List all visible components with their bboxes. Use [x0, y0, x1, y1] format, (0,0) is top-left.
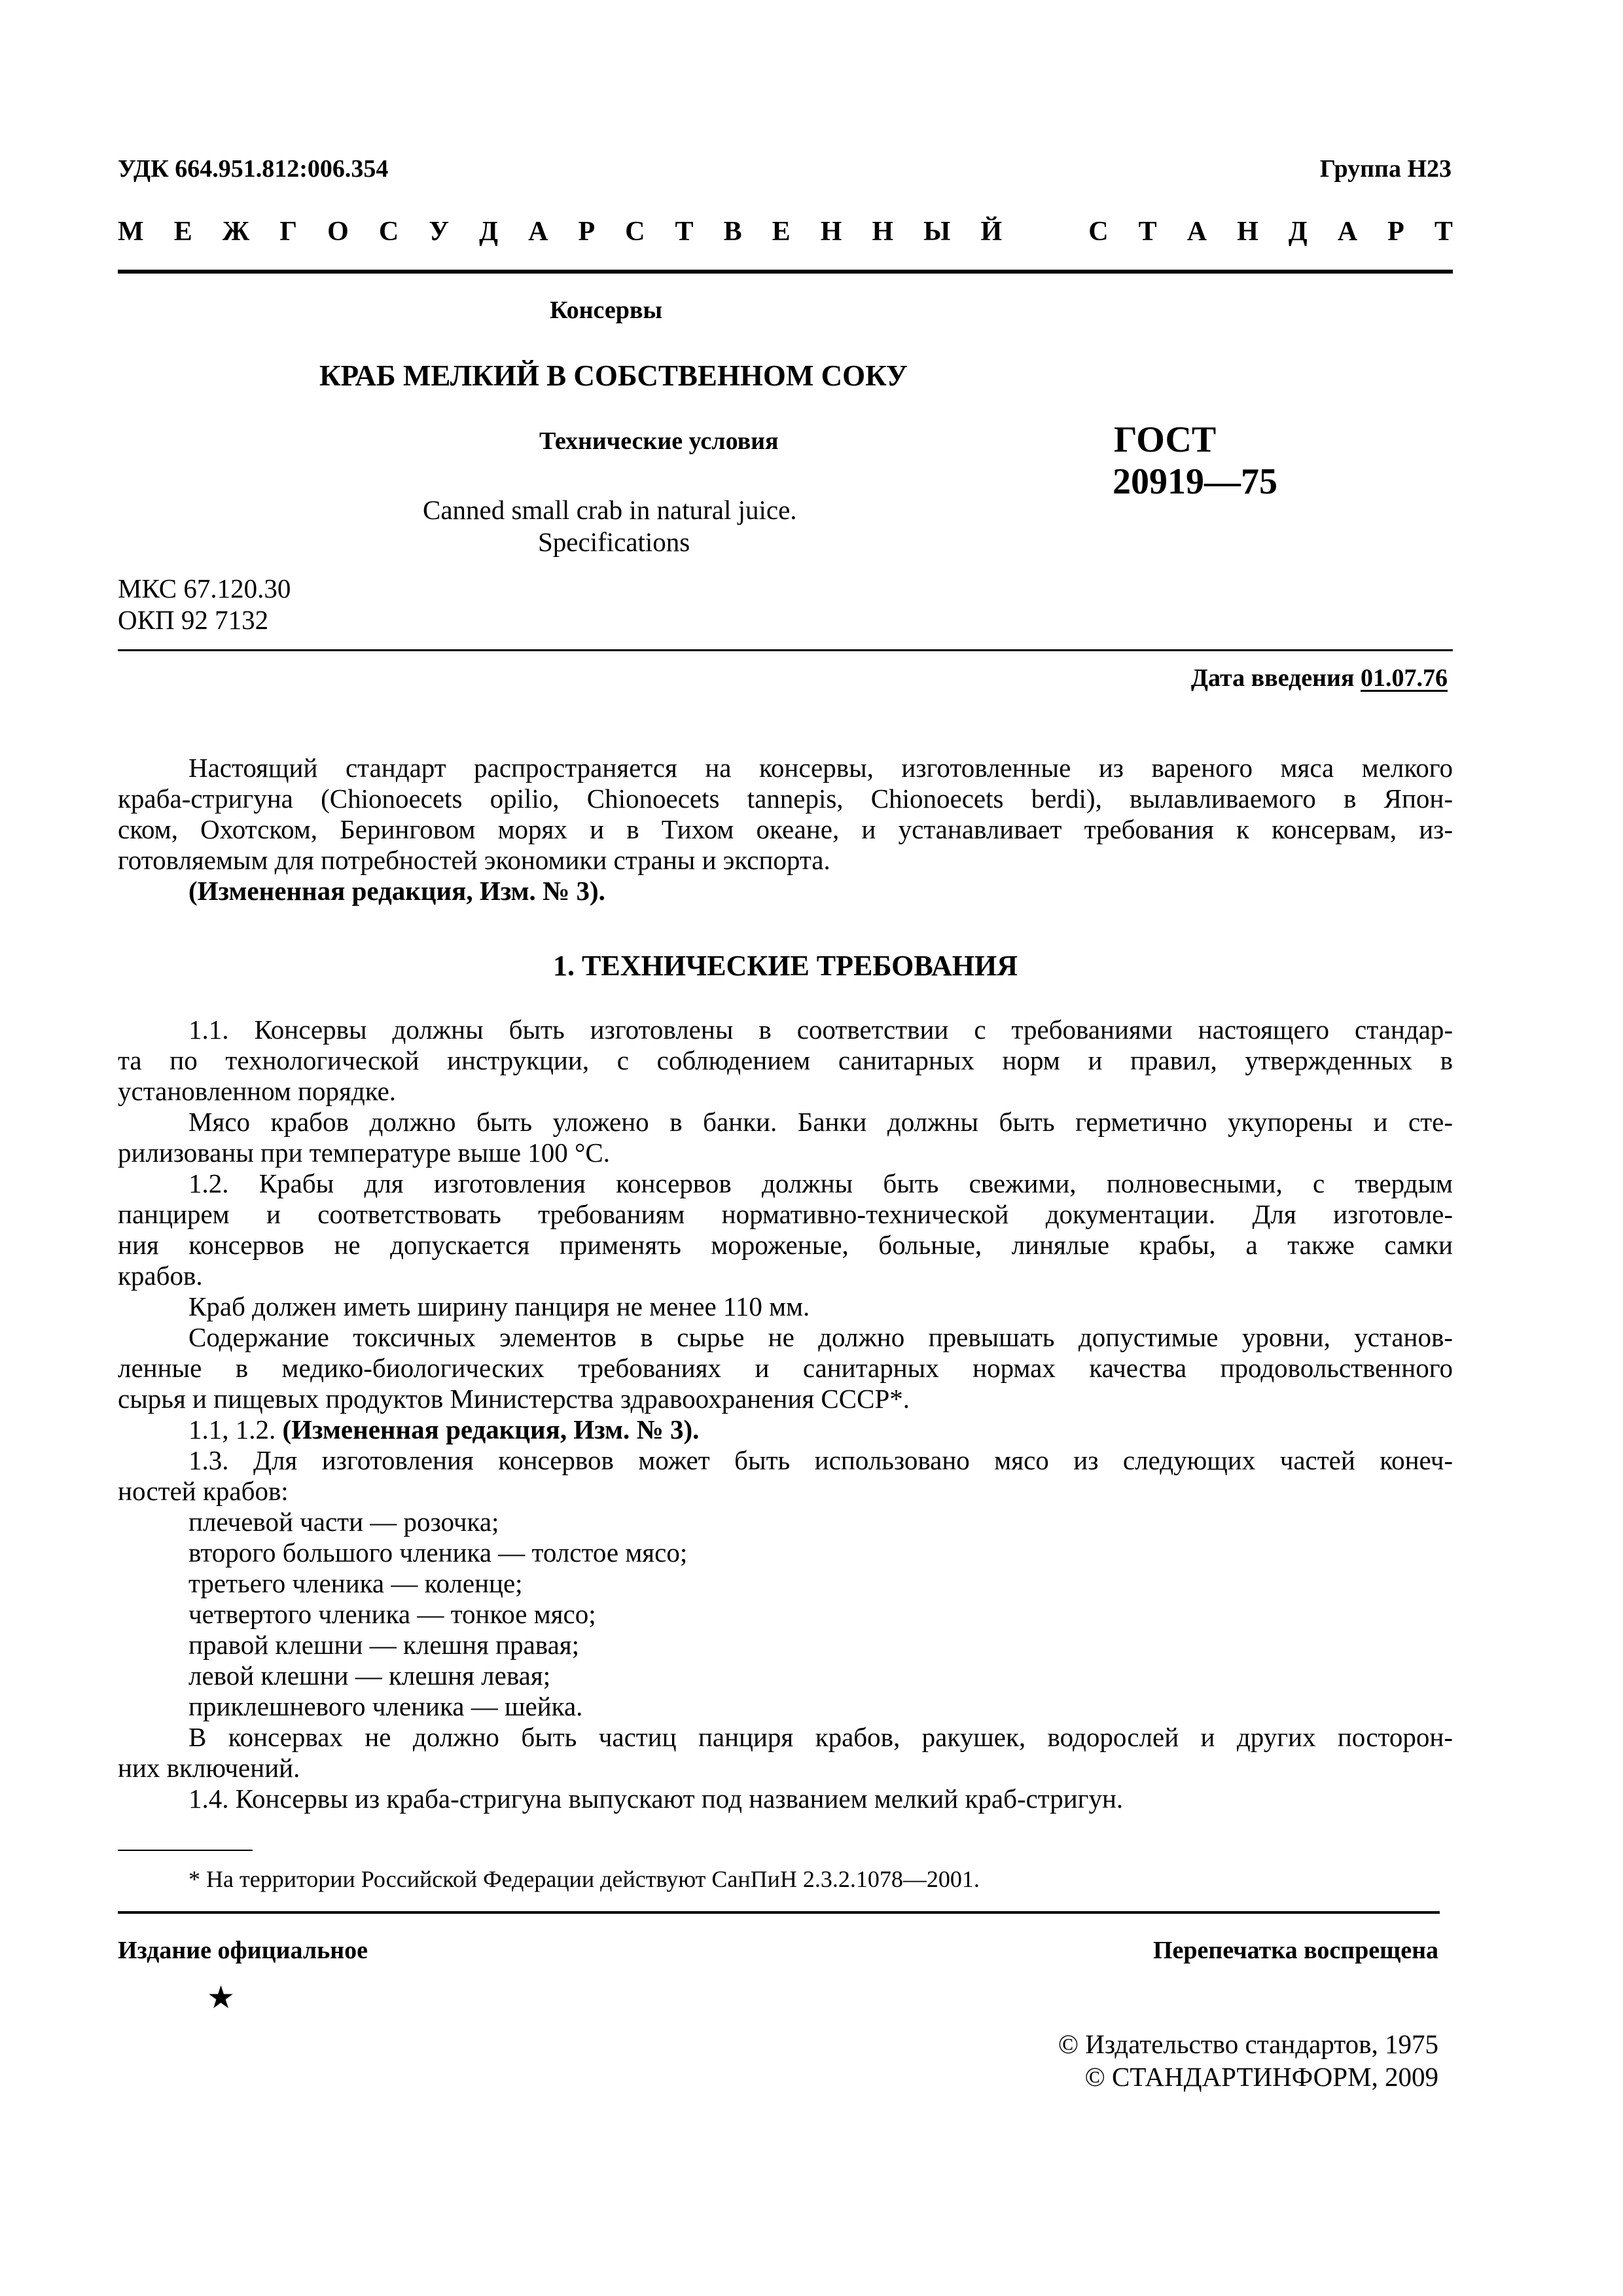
banner-letter: О: [327, 217, 349, 247]
banner-letter: С: [378, 217, 399, 247]
intro-date: [1191, 664, 1448, 692]
footnote: * На территории Российской Федерации действуют СанПиН 2.3.2.1078—2001.: [188, 1866, 980, 1892]
udk-code: УДК 664.951.812:006.354: [118, 155, 389, 183]
text-line: 1.2. Крабы для изготовления консервов должны быть свежими, полновесными, с твердым: [188, 1168, 1453, 1198]
banner-letter: Г: [279, 217, 298, 247]
banner-letter: Н: [820, 217, 842, 247]
amendment-note: (Измененная редакция, Изм. № 3).: [188, 876, 605, 906]
text-line: готовляемым для потребностей экономики страны и экспорта.: [118, 845, 830, 875]
intro-date-value: 01.07.76: [1361, 664, 1448, 692]
text-line: Настоящий стандарт распространяется на консервы, изготовленные из вареного мяса мелкого: [188, 753, 1453, 783]
text-line: краба-стригуна (Chionoecets opilio, Chionoecets tannepis, Chionoecets berdi), вылавливаемого в Япон-: [118, 783, 1453, 814]
text-line: панцирем и соответствовать требованиям нормативно-технической документации. Для изготовле-: [118, 1199, 1453, 1229]
banner-letter: Н: [1237, 217, 1258, 247]
english-title: Canned small crab in natural juice.: [423, 495, 797, 525]
text-line: 1.1. Консервы должны быть изготовлены в соответствии с требованиями настоящего стандар-: [188, 1014, 1453, 1045]
banner-letter: А: [1337, 217, 1358, 247]
document-subtitle: Технические условия: [539, 427, 779, 455]
amendment-note: (Измененная редакция, Изм. № 3).: [282, 1414, 700, 1444]
banner-letter: Т: [1138, 217, 1157, 247]
copyright-line: © Издательство стандартов, 1975: [1058, 2029, 1438, 2059]
footer-rule: [118, 1911, 1440, 1914]
amendment-line: [118, 1414, 1453, 1445]
banner-letter: Т: [1434, 217, 1453, 247]
clause-1-1: [118, 1014, 1453, 1814]
group-code: Группа Н23: [1319, 155, 1452, 183]
intro-paragraph: [118, 753, 1453, 906]
banner-letter: С: [1088, 217, 1109, 247]
banner-letter: Т: [675, 217, 694, 247]
intro-date-label: Дата введения: [1190, 664, 1355, 692]
banner-gap: [1032, 213, 1058, 250]
text-line: Содержание токсичных элементов в сырье не должно превышать допустимые уровни, установ-: [188, 1322, 1453, 1352]
category-label: Консервы: [550, 296, 663, 324]
edition-label: Издание официальное: [118, 1937, 368, 1964]
reprint-label: Перепечатка воспрещена: [1152, 1937, 1438, 1964]
banner-letter: А: [528, 217, 548, 247]
copyright-line: © СТАНДАРТИНФОРМ, 2009: [1084, 2062, 1438, 2092]
text-line: рилизованы при температуре выше 100 °С.: [118, 1138, 611, 1168]
footnote-rule: [118, 1850, 253, 1851]
text-line: ния консервов не допускается применять мороженые, больные, линялые крабы, а также самки: [118, 1230, 1453, 1260]
text-line: сырья и пищевых продуктов Министерства здравоохранения СССР*.: [118, 1384, 910, 1414]
banner-letter: Д: [1288, 217, 1308, 247]
banner-letter: Н: [872, 217, 894, 247]
english-subtitle: Specifications: [538, 527, 690, 557]
banner-letter: Й: [980, 217, 1003, 247]
list-item: левой клешни — клешня левая;: [188, 1660, 551, 1691]
text-line: ском, Охотском, Беринговом морях и в Тихом океане, и устанавливает требования к консервам, из-: [118, 814, 1453, 844]
banner-letter: М: [118, 217, 144, 247]
header-rule: [118, 270, 1453, 274]
banner-letter: С: [625, 217, 645, 247]
text-line: 1.3. Для изготовления консервов может быть использовано мясо из следующих частей конеч-: [188, 1445, 1453, 1475]
gost-number: 20919—75: [1113, 461, 1277, 502]
list-item: приклешневого членика — шейка.: [188, 1691, 583, 1721]
amendment-prefix: 1.1, 1.2.: [188, 1414, 276, 1444]
list-item: плечевой части — розочка;: [188, 1507, 499, 1537]
banner-letter: Р: [578, 217, 596, 247]
mks-code: МКС 67.120.30: [118, 573, 291, 603]
standard-banner: [118, 213, 1453, 250]
banner-letter: А: [1186, 217, 1207, 247]
text-line: 1.4. Консервы из краба-стригуна выпускают под названием мелкий краб-стригун.: [188, 1784, 1124, 1814]
star-icon: ★: [207, 1981, 236, 2015]
banner-letter: Ы: [923, 217, 951, 247]
section-heading: 1. ТЕХНИЧЕСКИЕ ТРЕБОВАНИЯ: [553, 950, 1018, 982]
list-item: второго большого членика — толстое мясо;: [188, 1537, 688, 1568]
list-item: третьего членика — коленце;: [188, 1568, 523, 1598]
list-item: правой клешни — клешня правая;: [188, 1630, 580, 1660]
banner-letter: В: [723, 217, 742, 247]
banner-letter: У: [429, 217, 450, 247]
text-line: та по технологической инструкции, с соблюдением санитарных норм и правил, утвержденных в: [118, 1045, 1453, 1075]
banner-letter: Д: [479, 217, 499, 247]
gost-label: ГОСТ: [1114, 420, 1217, 460]
text-line: крабов.: [118, 1261, 203, 1291]
banner-letter: Е: [772, 217, 791, 247]
banner-letter: Р: [1387, 217, 1404, 247]
text-line: установленном порядке.: [118, 1076, 397, 1106]
text-line: них включений.: [118, 1753, 300, 1783]
banner-letter: Е: [173, 217, 192, 247]
text-line: ленные в медико-биологических требованиях и санитарных нормах качества продовольственного: [118, 1353, 1453, 1383]
text-line: ностей крабов:: [118, 1476, 289, 1506]
title-rule: [118, 649, 1453, 651]
text-line: Краб должен иметь ширину панциря не менее 110 мм.: [188, 1291, 810, 1321]
okp-code: ОКП 92 7132: [118, 605, 269, 635]
text-line: В консервах не должно быть частиц панциря крабов, ракушек, водорослей и других посторон-: [188, 1722, 1453, 1752]
text-line: Мясо крабов должно быть уложено в банки. Банки должны быть герметично укупорены и сте-: [188, 1107, 1453, 1137]
banner-letter: Ж: [222, 217, 250, 247]
document-title: КРАБ МЕЛКИЙ В СОБСТВЕННОМ СОКУ: [319, 359, 908, 392]
list-item: четвертого членика — тонкое мясо;: [188, 1599, 596, 1629]
